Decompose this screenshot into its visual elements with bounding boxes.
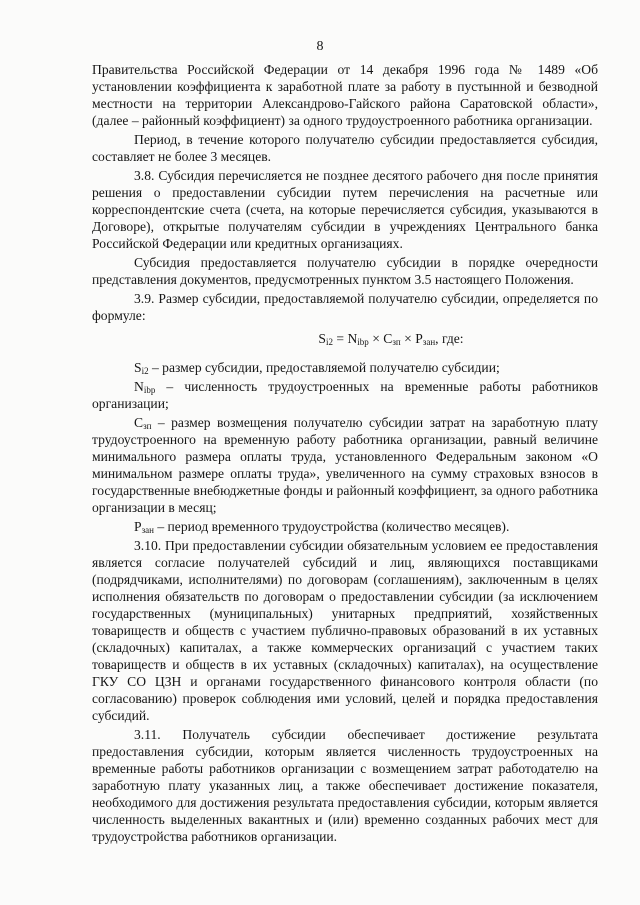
paragraph-continuation: Правительства Российской Федерации от 14 декабря 1996 года № 1489 «Об установлении коэффициента к заработной плате за работу в пустынной и безводной местности на территории Александрово-Гайского района Саратовской области», (далее – районный коэффициент) за одного трудоустроенного работника организации. [92,62,598,128]
formula-symbol-p: P [415,331,423,346]
definition-n [92,378,598,412]
definition-text: – численность трудоустроенных на временные работы работников организации; [92,379,598,411]
paragraph-3-8: 3.8. Субсидия перечисляется не позднее десятого рабочего дня после принятия решения о предоставлении субсидии путем перечисления на расчетные или корреспондентские счета (счета, на которые перечисляется субсидия, указываются в Договоре), открытые получателям субсидии в учреждениях Центрального банка Российской Федерации или кредитных организациях. [92,168,598,251]
definition-text: – период временного трудоустройства (количество месяцев). [153,519,510,534]
definition-text: – размер субсидии, предоставляемой получателю субсидии; [148,360,500,375]
formula-times: × [368,331,384,346]
definition-subscript: ibp [143,385,156,395]
definition-subscript: зан [141,525,154,535]
definition-c [92,414,598,516]
page-number: 8 [316,39,324,54]
definition-symbol: S [134,360,142,375]
formula-symbol-n: N [347,331,358,346]
formula-times: × [400,331,416,346]
formula-equals: = [333,331,348,346]
subsidy-formula [92,330,598,347]
paragraph-3-10: 3.10. При предоставлении субсидии обязательным условием ее предоставления является согласие получателей субсидий и лиц, являющихся поставщиками (подрядчиками, исполнителями) по договорам (соглашениям), заключенным в целях исполнения обязательств по договорам о предоставлении субсидии (за исключением государственных (муниципальных) унитарных предприятий, хозяйственных товариществ и обществ с участием публично-правовых образований в их уставных (складочных) капиталах, а также коммерческих организаций с участием таких товариществ и обществ в их уставных (складочных) капиталах), на осуществление ГКУ СО ЦЗН и органами государственного финансового контроля области (по согласованию) проверок соблюдения ими условий, целей и порядка предоставления субсидий. [92,538,598,723]
definition-p [92,518,598,535]
formula-symbol-c: C [383,331,393,346]
document-body [92,61,598,847]
definition-symbol: N [134,379,144,394]
formula-symbol-s: S [318,331,326,346]
definition-subscript: зп [143,421,152,431]
formula-sub-n: ibp [357,337,369,347]
paragraph-period: Период, в течение которого получателю субсидии предоставляется субсидия, составляет не более 3 месяцев. [92,132,598,164]
formula-sub-c: зп [392,337,401,347]
formula-sub-s: i2 [325,337,333,347]
paragraph-3-11: 3.11. Получатель субсидии обеспечивает достижение результата предоставления субсидии, которым является численность трудоустроенных на временные работы работников организации с возмещением затрат работодателю на заработную плату указанных лиц, а также обеспечивает достижение показателя, необходимого для достижения результата предоставления субсидии, которым является численность выделенных вакантных и (или) временно созданных рабочих мест для трудоустройства работников организации. [92,727,598,844]
definition-text: – размер возмещения получателю субсидии затрат на заработную плату трудоустроенного на временную работу работника организации, равный величине минимального размера оплаты труда, установленного Федеральным законом «О минимальном размере оплаты труда», увеличенного на сумму страховых взносов в государственные внебюджетные фонды и районный коэффициент, за одного работника организации в месяц; [92,415,598,515]
formula-sub-p: зан [422,337,436,347]
definition-s [92,359,598,376]
definition-subscript: i2 [141,366,149,376]
paragraph-order: Субсидия предоставляется получателю субсидии в порядке очередности представления документов, предусмотренных пунктом 3.5 настоящего Положения. [92,255,598,287]
paragraph-3-9: 3.9. Размер субсидии, предоставляемой получателю субсидии, определяется по формуле: [92,291,598,323]
formula-tail: , где: [435,331,464,346]
definition-symbol: С [134,415,144,430]
definition-symbol: P [134,519,142,534]
